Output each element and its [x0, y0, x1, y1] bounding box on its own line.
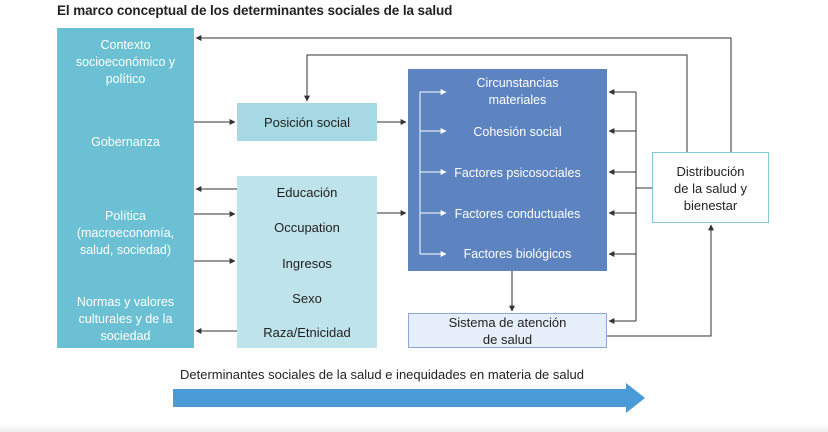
context-item-norms: Normas y valores culturales y de la sociedad	[76, 295, 175, 343]
health-system-label: Sistema de atención de salud	[448, 315, 567, 347]
stratifier-ethnicity: Raza/Etnicidad	[263, 325, 351, 340]
social-position-label: Posición social	[264, 115, 350, 130]
intermediary-behavioral: Factores conductuales	[454, 207, 581, 221]
feedback-arrow-social-position	[307, 55, 687, 152]
stratifier-occupation: Occupation	[274, 220, 340, 235]
big-arrow-bottom	[173, 383, 645, 413]
stratifier-income: Ingresos	[282, 256, 332, 271]
intermediary-psychosocial: Factores psicosociales	[454, 166, 581, 180]
context-item-socioeconomic: Contexto socioeconómico y político	[75, 38, 176, 86]
stratifier-sex: Sexo	[292, 291, 322, 306]
health-distribution-label: Distribución de la salud y bienestar	[674, 164, 747, 213]
intermediary-material-circumstances: Circunstancias materiales	[476, 76, 559, 107]
arrow-health-system-to-distribution	[607, 225, 711, 336]
diagram-title: El marco conceptual de los determinantes sociales de la salud	[57, 3, 453, 18]
bottom-caption: Determinantes sociales de la salud e inequidades en materia de salud	[180, 367, 584, 382]
intermediary-social-cohesion: Cohesión social	[473, 125, 562, 139]
intermediary-biological: Factores biológicos	[463, 247, 572, 261]
context-item-governance: Gobernanza	[91, 135, 160, 149]
stratifier-education: Educación	[276, 185, 338, 200]
context-item-policy: Política (macroeconomía, salud, sociedad)	[76, 209, 175, 257]
bottom-edge	[0, 424, 828, 432]
